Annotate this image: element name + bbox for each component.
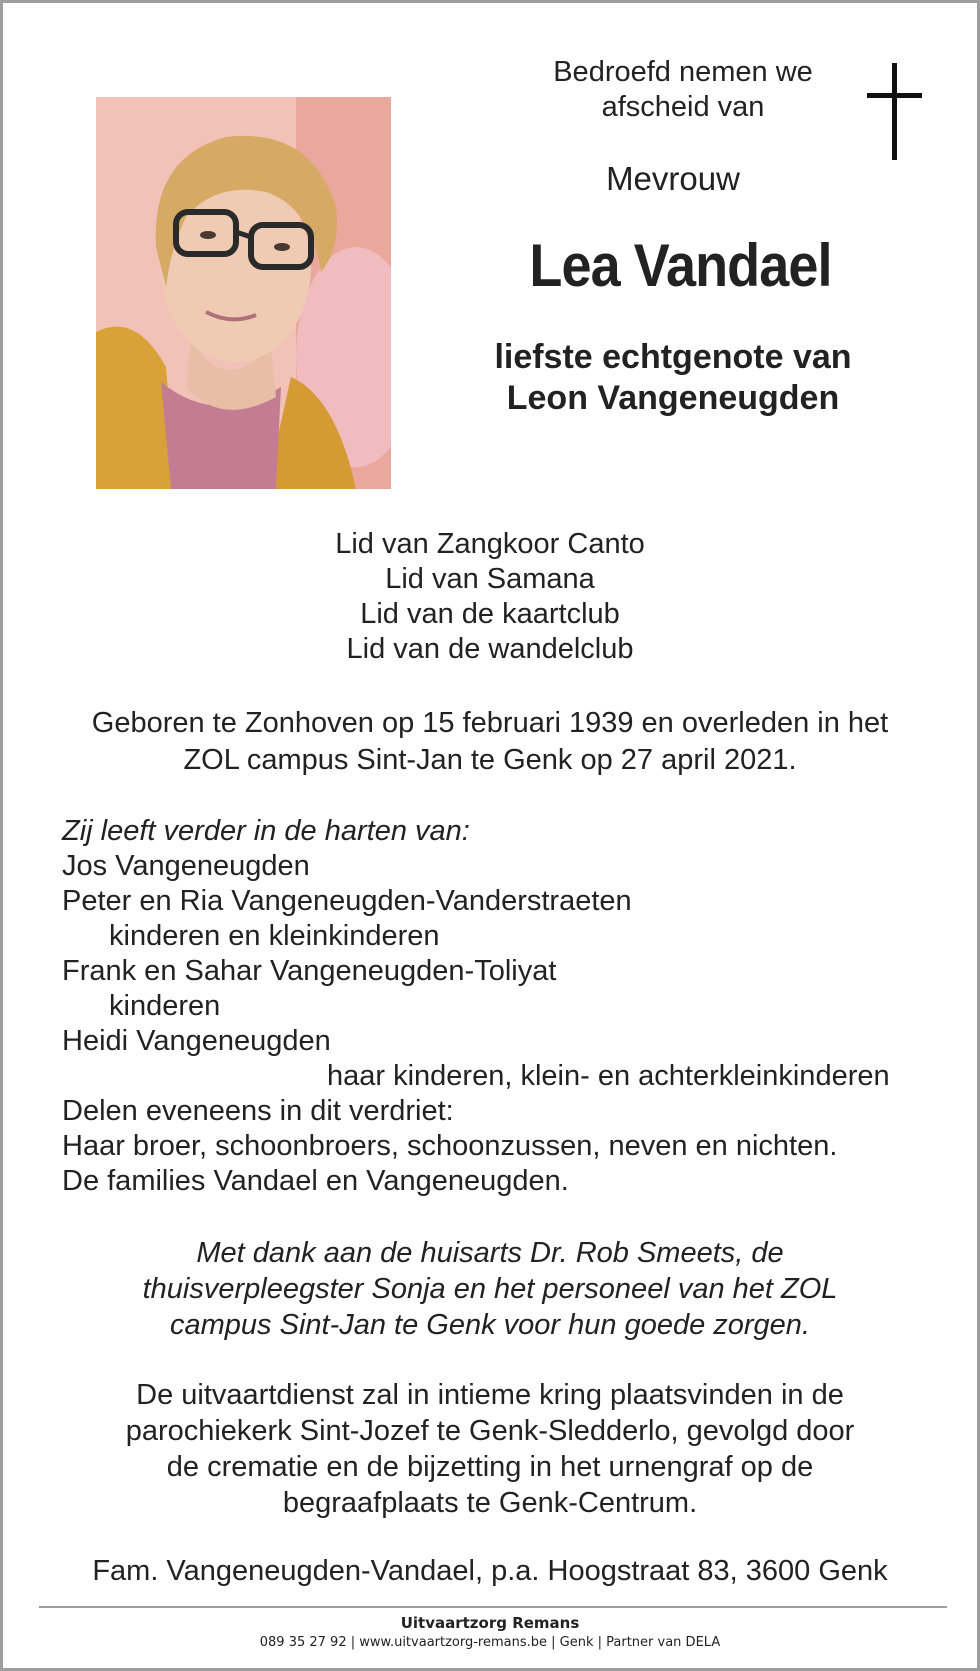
funeral-text: De uitvaartdienst zal in intieme kring plaatsvinden in de parochiekerk Sint-Jozef te Genk-Sledderlo, gevolgd door de crematie en de bijzetting in het urnengraf op de begraafplaats te Genk-Centrum.	[125, 1379, 855, 1519]
family-line: Peter en Ria Vangeneugden-Vanderstraeten	[62, 885, 632, 917]
footer-divider	[39, 1606, 947, 1608]
membership-item: Lid van Zangkoor Canto	[335, 528, 645, 560]
family-list	[62, 814, 942, 1199]
family-line: Delen eveneens in dit verdriet:	[62, 1095, 454, 1127]
family-line: Jos Vangeneugden	[62, 850, 310, 882]
membership-item: Lid van de wandelclub	[346, 633, 634, 665]
family-line: haar kinderen, klein- en achterkleinkinderen	[327, 1060, 890, 1092]
membership-item: Lid van de kaartclub	[360, 598, 620, 630]
family-line: Haar broer, schoonbroers, schoonzussen, neven en nichten.	[62, 1130, 838, 1162]
spouse-text: liefste echtgenote van Leon Vangeneugden	[494, 338, 852, 417]
intro-text: Bedroefd nemen we afscheid van	[553, 56, 813, 123]
portrait-photo	[96, 97, 391, 489]
memberships-list	[3, 527, 977, 667]
thanks-text: Met dank aan de huisarts Dr. Rob Smeets, de thuisverpleegster Sonja en het personeel van het ZOL campus Sint-Jan te Genk voor hun goede zorgen.	[142, 1237, 838, 1341]
family-line: kinderen en kleinkinderen	[109, 920, 440, 952]
funeral-home-name: Uitvaartzorg Remans	[400, 1614, 580, 1632]
birth-death-text: Geboren te Zonhoven op 15 februari 1939 en overleden in het ZOL campus Sint-Jan te Genk op 27 april 2021.	[91, 707, 889, 776]
family-line: De families Vandael en Vangeneugden.	[62, 1165, 569, 1197]
membership-item: Lid van Samana	[385, 563, 595, 595]
family-address: Fam. Vangeneugden-Vandael, p.a. Hoogstraat 83, 3600 Genk	[92, 1555, 888, 1587]
deceased-name: Lea Vandael	[529, 232, 832, 299]
family-intro: Zij leeft verder in de harten van:	[62, 815, 470, 847]
family-line: Heidi Vangeneugden	[62, 1025, 331, 1057]
family-line: Frank en Sahar Vangeneugden-Toliyat	[62, 955, 557, 987]
funeral-home-contact: 089 35 27 92 | www.uitvaartzorg-remans.be | Genk | Partner van DELA	[259, 1635, 721, 1650]
family-line: kinderen	[109, 990, 221, 1022]
title-prefix: Mevrouw	[606, 160, 740, 197]
